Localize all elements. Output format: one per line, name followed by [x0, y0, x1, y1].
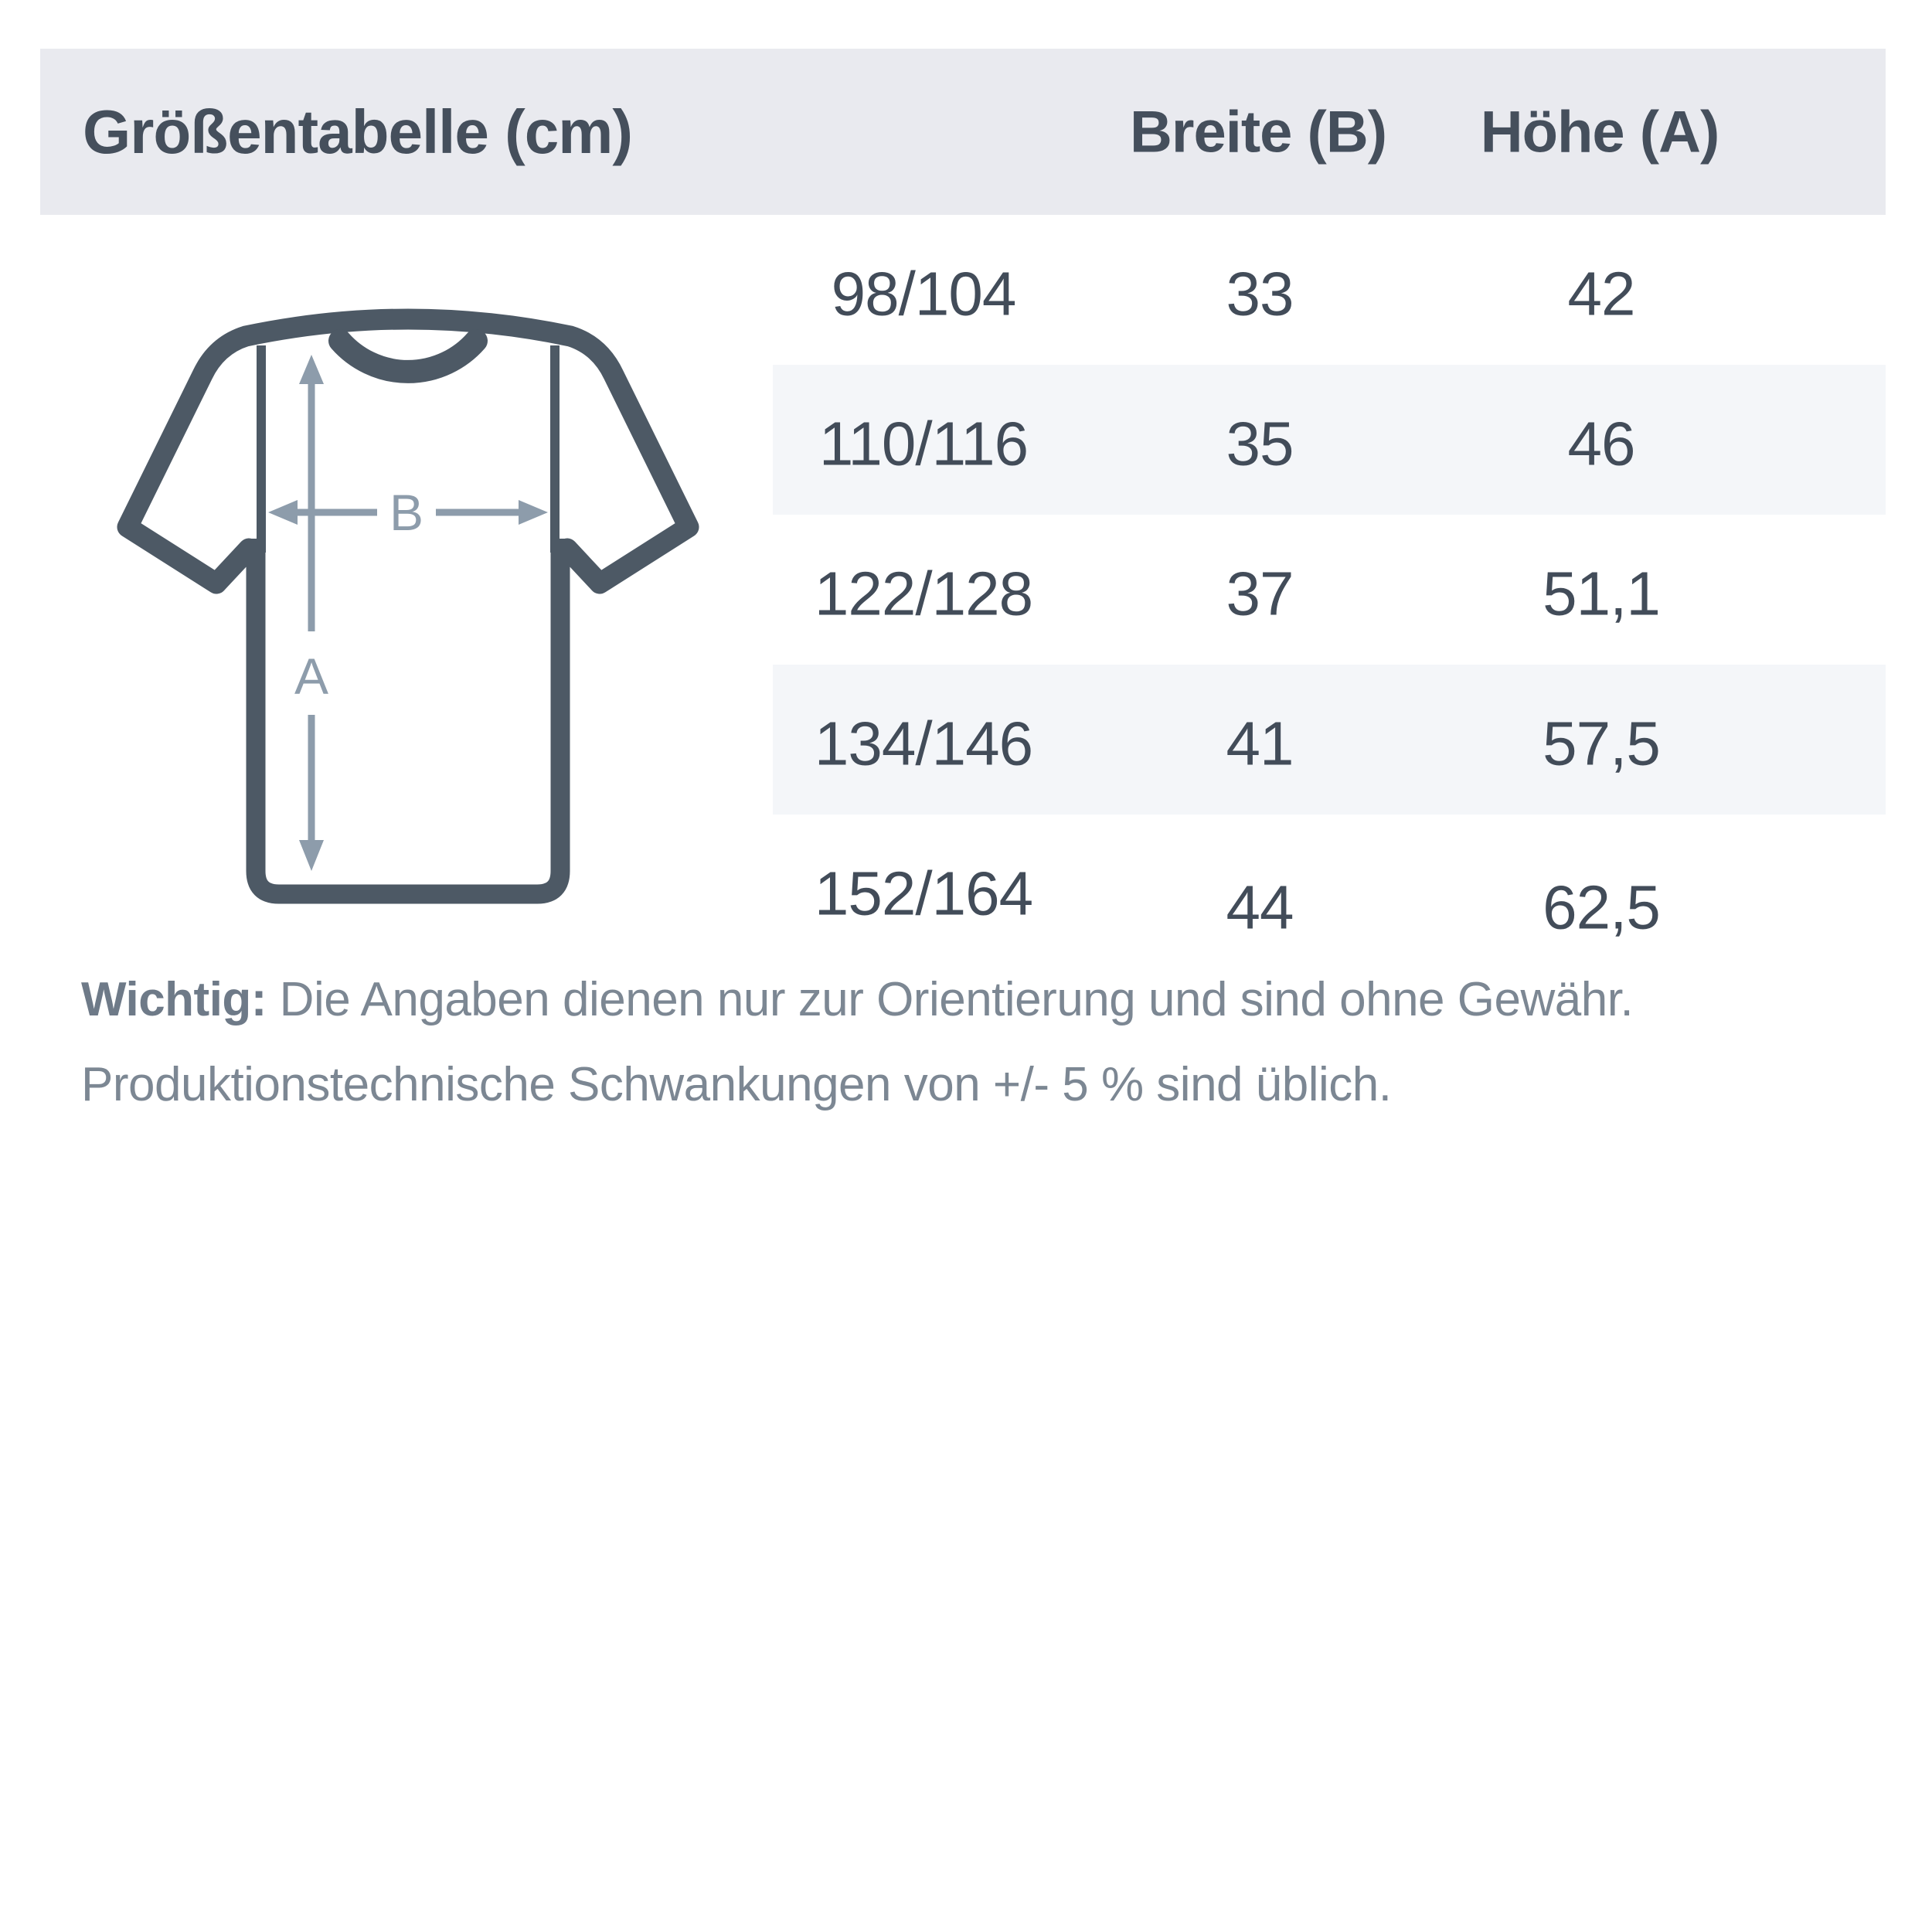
size-cell: 122/128: [814, 559, 1033, 628]
size-cell: 134/146: [814, 709, 1033, 778]
size-cell: 110/116: [818, 409, 1029, 478]
hoehe-cell: 62,5: [1543, 872, 1660, 942]
note-text-1: Die Angaben dienen nur zur Orientierung und sind ohne Gewähr.: [266, 973, 1634, 1026]
hoehe-cell: 46: [1567, 409, 1635, 478]
breite-cell: 37: [1226, 559, 1294, 628]
hoehe-cell: 42: [1567, 259, 1635, 328]
hoehe-cell: 57,5: [1543, 709, 1660, 778]
column-header-breite: Breite (B): [1129, 99, 1387, 165]
column-header-hoehe: Höhe (A): [1480, 99, 1719, 165]
size-cell: 98/104: [831, 259, 1016, 328]
table-header-bar: [40, 49, 1886, 215]
breite-cell: 33: [1226, 259, 1294, 328]
height-arrow-label: A: [294, 648, 329, 705]
breite-cell: 44: [1226, 872, 1294, 942]
size-cell: 152/164: [814, 859, 1033, 928]
width-arrow-label: B: [389, 484, 424, 541]
breite-cell: 41: [1226, 709, 1294, 778]
note-lead: Wichtig:: [81, 973, 267, 1026]
note-line-2: Produktionstechnische Schwankungen von +/- 5 % sind üblich.: [81, 1058, 1392, 1111]
page-title: Größentabelle (cm): [83, 97, 633, 166]
tshirt-diagram: [93, 298, 726, 923]
note-line-1: [81, 972, 1633, 1027]
breite-cell: 35: [1226, 409, 1294, 478]
tshirt-outline: [128, 319, 689, 583]
tshirt-icon: [93, 298, 726, 923]
hoehe-cell: 51,1: [1543, 559, 1660, 628]
